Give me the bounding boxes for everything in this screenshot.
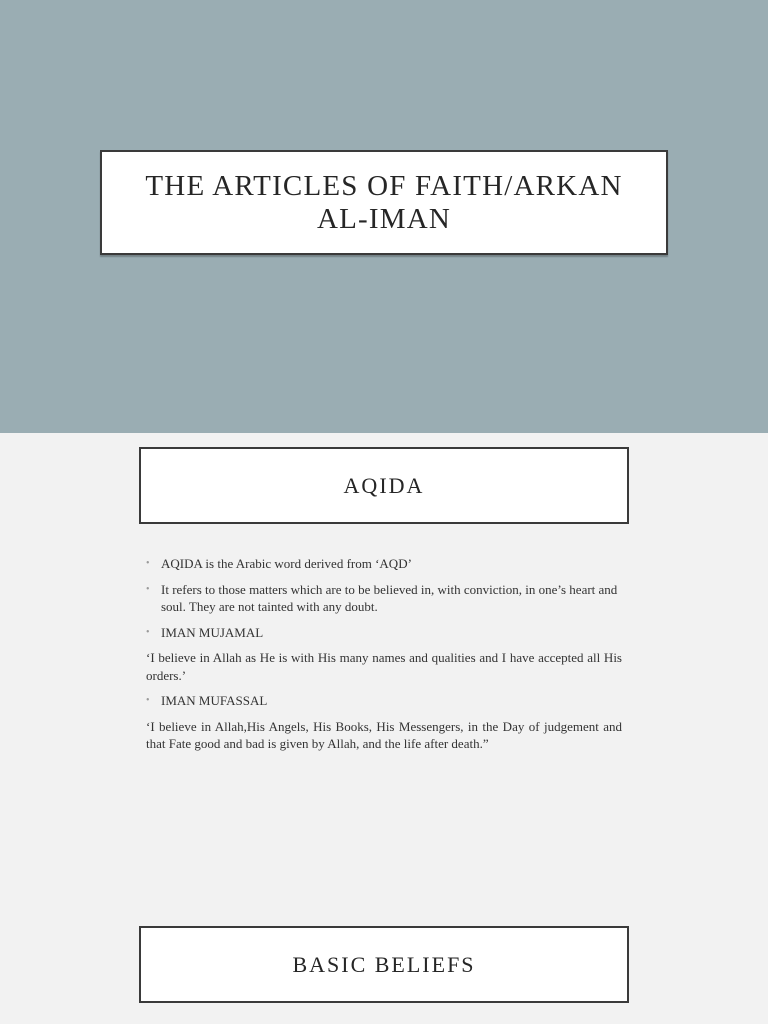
basic-beliefs-heading-box bbox=[139, 926, 629, 1003]
slide-title-line-1: THE ARTICLES OF FAITH/ARKAN bbox=[145, 169, 623, 202]
bullet-icon: • bbox=[146, 558, 150, 569]
bullet-icon: • bbox=[146, 583, 150, 595]
basic-beliefs-heading: BASIC BELIEFS bbox=[292, 951, 476, 977]
aqida-heading: AQIDA bbox=[343, 472, 425, 498]
slide-title-line-2: AL-IMAN bbox=[316, 202, 452, 235]
quote-paragraph: ‘I believe in Allah as He is with His many names and qualities and I have accepted all His orders.’ bbox=[146, 650, 622, 683]
list-item-text: IMAN MUJAMAL bbox=[161, 624, 264, 640]
title-box bbox=[100, 150, 668, 255]
list-item bbox=[146, 581, 622, 616]
bullet-icon: • bbox=[146, 695, 150, 706]
aqida-heading-box bbox=[139, 447, 629, 524]
list-item bbox=[146, 624, 622, 642]
list-item bbox=[146, 692, 622, 710]
list-item-text: AQIDA is the Arabic word derived from ‘AQD’ bbox=[161, 556, 412, 571]
list-item-text: IMAN MUFASSAL bbox=[161, 693, 268, 708]
title-slide bbox=[0, 0, 768, 433]
list-item bbox=[146, 555, 622, 573]
list-item-text: It refers to those matters which are to be believed in, with conviction, in one’s heart and soul. They are not tainted with any doubt. bbox=[161, 581, 618, 614]
bullet-icon: • bbox=[146, 626, 150, 638]
quote-paragraph: ‘I believe in Allah,His Angels, His Books, His Messengers, in the Day of judgement and that Fate good and bad is given by Allah, and the life after death.” bbox=[146, 718, 622, 751]
aqida-content bbox=[146, 555, 622, 761]
slide-title bbox=[125, 170, 642, 236]
